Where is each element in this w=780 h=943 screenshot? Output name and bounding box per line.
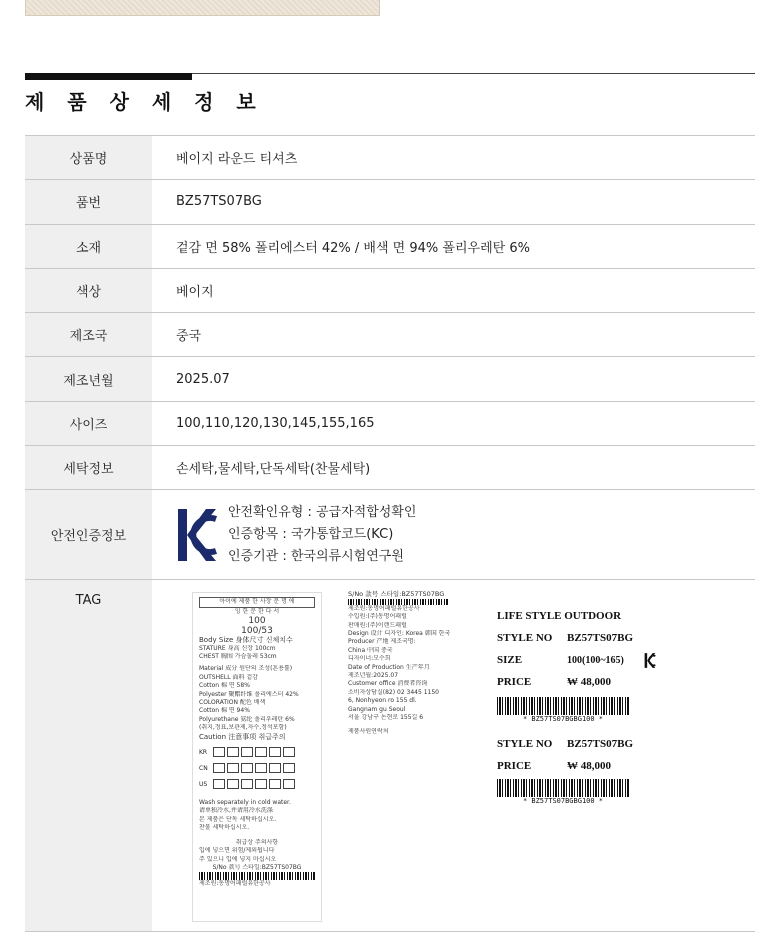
care-label-text: Body Size 身体尺寸 신체치수 [199,636,293,645]
care-label-text: Cotton 棉 면 58% [199,682,250,690]
barcode-icon [199,872,315,880]
care-label-text: 입에 넣으면 위험/제외됩니다 [199,847,275,855]
maker-label-text: 제품사원연락처 [348,728,389,736]
care-label-text: STATURE 身高 신장 100cm [199,644,276,652]
care-label-text: OUTSHELL 面料 겉감 [199,673,258,681]
row-value: 겉감 면 58% 폴리에스터 42% / 배색 면 94% 폴리우레탄 6% [176,240,530,256]
tag-images [152,580,755,932]
row-value: 손세탁,물세탁,단독세탁(찬물세탁) [176,462,371,478]
table-row [25,268,755,312]
maker-label-text: 제조원:동명어패럴유한공사 [348,604,420,612]
maker-label-text: Customer office 消费者咨询 [348,680,428,688]
care-label-text: Caution 注意事项 취급주의 [199,732,286,741]
row-label: 상품명 [25,136,152,180]
table-row [25,224,755,268]
barcode-icon [497,779,629,797]
care-label-text: Cotton 棉 면 94% [199,707,250,715]
maker-label-text: Date of Production 生产年月 [348,663,430,671]
care-label-text: 잉 한 분 한 다 서 [234,607,280,615]
maker-label-text: 수입원:(주)동명어패럴 [348,613,407,621]
care-label-image [192,592,322,922]
care-label-text: 취급상 주의사항 [235,838,279,846]
safety-item: 인증항목 : 국가통합코드(KC) [228,526,394,542]
maker-label-text: S/No 款号 스타일:BZ57TS07BG [348,590,445,599]
care-label-text: 찬물 세탁하십시오. [199,824,250,832]
maker-label-text: Gangnam gu Seoul [348,705,406,713]
care-label-text: COLORATION 配色 배색 [199,699,266,707]
maker-label-text: Design 设计 디자인: Korea 韩国 한국 [348,630,451,637]
row-value: BZ57TS07BG [176,194,262,210]
maker-label-text: 6, Nonhyeon ro 155 dl. [348,697,417,705]
care-label-text: 请单独冷水,并请用冷水洗涤 [199,807,273,815]
kc-mark-icon [644,652,656,669]
care-label-text: Polyester 聚酯纤维 폴리에스터 42% [199,690,299,698]
care-label-text: 제조원:동명어패럴유한공사 [199,880,271,888]
style-no-value: BZ57TS07BG [567,738,634,751]
row-label: 세탁정보 [25,446,152,490]
row-value: 중국 [176,329,202,345]
price-value: ₩ 48,000 [567,676,611,689]
style-no-label: STYLE NO [497,632,553,645]
table-row [25,401,755,445]
maker-label-text: 제조년월:2025.07 [348,672,399,680]
table-row [25,446,755,490]
care-label-text: 아이에 제품 한 사장 분 명 에 [199,597,315,607]
table-row [25,357,755,401]
maker-label-text: China 中国 중국 [348,646,393,654]
maker-label-text: 디자이너:모수희 [348,655,391,663]
product-spec-table [25,135,755,932]
style-no-value: BZ57TS07BG [567,632,634,645]
care-label-text: Polyurethane 氨纶 폴리우레탄 6% [199,715,295,723]
care-label-text: (취지,정표,보관제,자수,정석포함) [199,724,287,732]
row-label: 안전인증정보 [25,490,152,580]
barcode-icon [497,697,629,715]
row-label: 소재 [25,224,152,268]
row-value: 2025.07 [176,371,230,387]
row-label: 품번 [25,180,152,224]
table-row [25,313,755,357]
care-label-text: 100 [248,616,266,627]
row-value: 베이지 라운드 티셔츠 [176,152,298,168]
row-label: TAG [25,580,152,932]
table-row [25,180,755,224]
barcode-text: * BZ57TS07BGBG100 * [522,797,604,806]
care-symbols-us: US [199,779,315,789]
care-label-text: 본 제품은 단독 세탁하십시오. [199,815,277,823]
price-value: ₩ 48,000 [567,760,611,773]
price-label-image [497,605,672,820]
maker-label-text: 소비자상담실(82) 02 3445 1150 [348,688,439,696]
care-label-text: S/No 款号 스타일:BZ57TS07BG [212,863,302,871]
care-symbols-cn: CN [199,763,315,773]
care-label-text: 100/53 [241,626,273,637]
brand-line: LIFE STYLE OUTDOOR [497,610,622,623]
maker-label-text: 서울 강남구 논현로 155길 6 [348,714,424,722]
care-label-text: CHEST 胸围 가슴둘레 53cm [199,653,277,660]
row-value [152,490,755,580]
maker-label-image [344,588,469,778]
price-label: PRICE [497,676,532,689]
row-value: 베이지 [176,285,214,301]
product-photo-bottom-edge [25,0,380,16]
care-label-text: Wash separately in cold water. [199,799,291,807]
size-value: 100(100~165) [567,654,624,666]
safety-type: 안전확인유형 : 공급자적합성확인 [228,504,417,520]
maker-label-text: Producer 产地 제조국명: [348,638,416,646]
kc-mark-icon [176,505,218,565]
care-label-text: Material 成分 원단의 조성(혼용률) [199,665,293,673]
section-title: 제 품 상 세 정 보 [25,90,264,114]
table-row-tag [25,580,755,932]
size-label: SIZE [497,654,523,667]
row-label: 사이즈 [25,401,152,445]
row-label: 제조년월 [25,357,152,401]
section-divider-accent [25,73,192,80]
row-value: 100,110,120,130,145,155,165 [176,415,375,431]
price-label: PRICE [497,760,532,773]
row-label: 제조국 [25,313,152,357]
style-no-label: STYLE NO [497,738,553,751]
barcode-text: * BZ57TS07BGBG100 * [522,715,604,724]
care-label-text: 주 있으니 입에 넣지 마십시오 [199,855,277,863]
table-row-safety [25,490,755,580]
maker-label-text: 판매원:(주)이랜드패럴 [348,621,407,629]
table-row [25,136,755,180]
row-label: 색상 [25,268,152,312]
care-symbols-kr: KR [199,747,315,757]
safety-agency: 인증기관 : 한국의류시험연구원 [228,548,404,564]
